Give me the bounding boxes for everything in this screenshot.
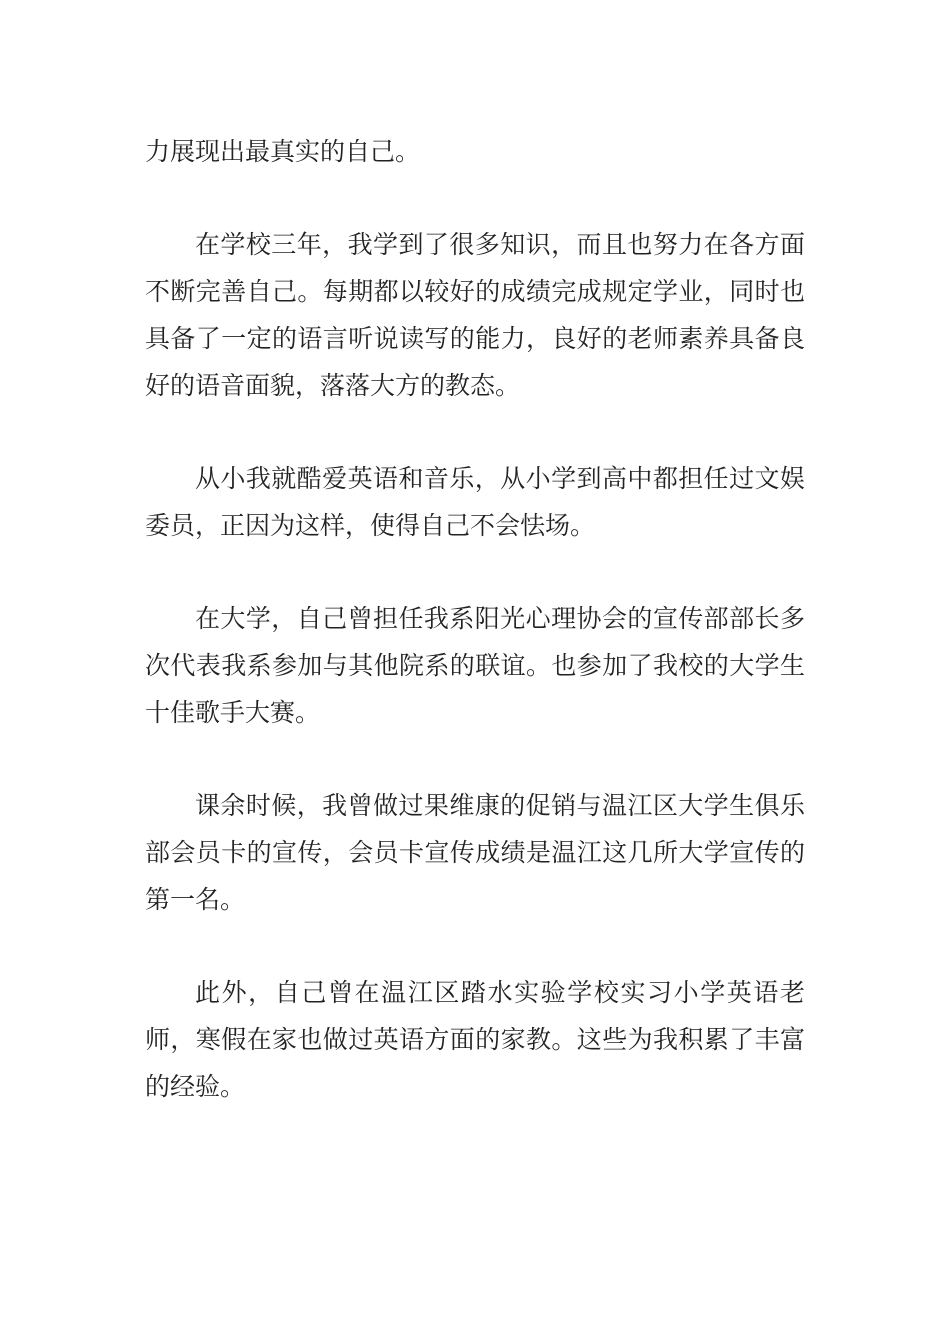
document-page [145,128,805,1110]
paragraph-hobbies: 从小我就酷爱英语和音乐，从小学到高中都担任过文娱委员，正因为这样，使得自己不会怯场。 [145,464,805,540]
paragraph-school-years: 在学校三年，我学到了很多知识，而且也努力在各方面不断完善自己。每期都以较好的成绩完成规定学业，同时也具备了一定的语言听说读写的能力，良好的老师素养具备良好的语音面貌，落落大方的教态。 [145,230,805,400]
paragraph-part-time-work: 课余时候，我曾做过果维康的促销与温江区大学生俱乐部会员卡的宣传，会员卡宣传成绩是温江这几所大学宣传的第一名。 [145,791,805,914]
paragraph-continuation: 力展现出最真实的自己。 [145,137,421,166]
paragraph-university-roles: 在大学，自己曾担任我系阳光心理协会的宣传部部长多次代表我系参加与其他院系的联谊。也参加了我校的大学生十佳歌手大赛。 [145,604,805,727]
paragraph-internship: 此外，自己曾在温江区踏水实验学校实习小学英语老师，寒假在家也做过英语方面的家教。这些为我积累了丰富的经验。 [145,978,805,1101]
